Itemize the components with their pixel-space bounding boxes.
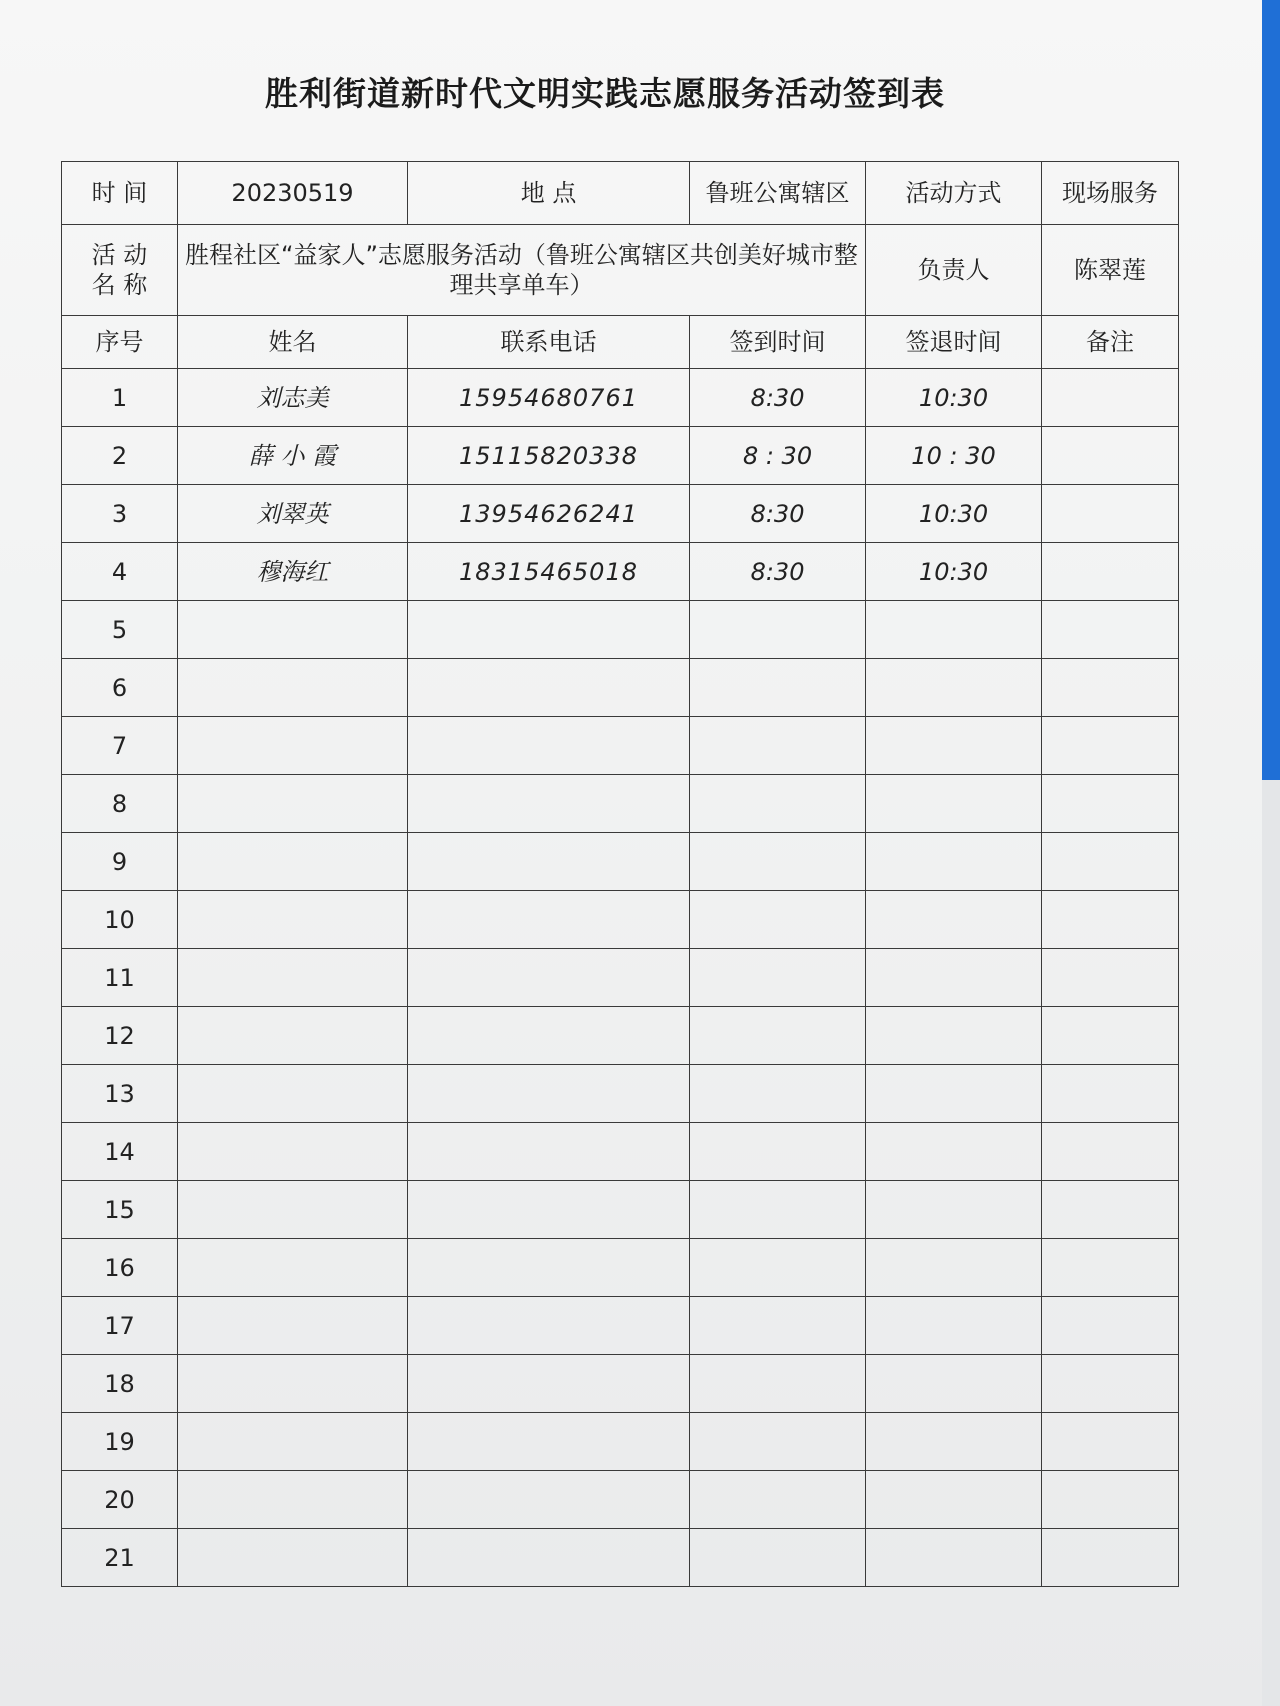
row-name — [178, 1181, 408, 1239]
row-name — [178, 1297, 408, 1355]
row-note — [1042, 659, 1179, 717]
mode-value: 现场服务 — [1042, 162, 1179, 225]
row-seq: 21 — [62, 1529, 178, 1587]
row-checkin — [690, 1355, 866, 1413]
row-name — [178, 1529, 408, 1587]
row-note — [1042, 427, 1179, 485]
row-phone — [408, 1297, 690, 1355]
table-row — [62, 949, 1179, 1007]
row-note — [1042, 1529, 1179, 1587]
table-row — [62, 543, 1179, 601]
table-row — [62, 1355, 1179, 1413]
row-checkout: 10:30 — [866, 485, 1042, 543]
row-note — [1042, 485, 1179, 543]
row-note — [1042, 1413, 1179, 1471]
row-checkin — [690, 949, 866, 1007]
row-phone — [408, 1181, 690, 1239]
table-row — [62, 717, 1179, 775]
header-row-time — [62, 162, 1179, 225]
mode-label: 活动方式 — [866, 162, 1042, 225]
row-seq: 18 — [62, 1355, 178, 1413]
row-name — [178, 949, 408, 1007]
row-name — [178, 659, 408, 717]
row-name — [178, 1413, 408, 1471]
row-name — [178, 775, 408, 833]
row-checkin — [690, 891, 866, 949]
row-phone — [408, 775, 690, 833]
row-checkout — [866, 1355, 1042, 1413]
signin-table — [61, 161, 1179, 1587]
row-note — [1042, 1471, 1179, 1529]
row-checkin: 8:30 — [690, 369, 866, 427]
row-note — [1042, 891, 1179, 949]
row-phone — [408, 1123, 690, 1181]
leader-value: 陈翠莲 — [1042, 225, 1179, 316]
row-seq: 10 — [62, 891, 178, 949]
row-note — [1042, 369, 1179, 427]
row-phone — [408, 1471, 690, 1529]
row-checkout — [866, 833, 1042, 891]
table-row — [62, 369, 1179, 427]
row-phone: 13954626241 — [408, 485, 690, 543]
row-checkin: 8:30 — [690, 543, 866, 601]
row-phone — [408, 1239, 690, 1297]
row-checkout — [866, 949, 1042, 1007]
row-phone — [408, 1007, 690, 1065]
row-seq: 5 — [62, 601, 178, 659]
row-checkout — [866, 891, 1042, 949]
row-seq: 17 — [62, 1297, 178, 1355]
row-name — [178, 833, 408, 891]
row-checkout — [866, 717, 1042, 775]
row-phone — [408, 1355, 690, 1413]
row-seq: 1 — [62, 369, 178, 427]
row-checkin — [690, 775, 866, 833]
row-seq: 2 — [62, 427, 178, 485]
row-note — [1042, 543, 1179, 601]
table-row — [62, 1529, 1179, 1587]
row-checkin — [690, 1529, 866, 1587]
row-phone — [408, 1065, 690, 1123]
row-seq: 9 — [62, 833, 178, 891]
row-seq: 16 — [62, 1239, 178, 1297]
row-name — [178, 1007, 408, 1065]
row-seq: 20 — [62, 1471, 178, 1529]
row-seq: 8 — [62, 775, 178, 833]
row-seq: 12 — [62, 1007, 178, 1065]
table-row — [62, 1007, 1179, 1065]
row-checkin — [690, 601, 866, 659]
column-header-row — [62, 316, 1179, 369]
table-row — [62, 1123, 1179, 1181]
row-name — [178, 1471, 408, 1529]
activity-label-line1: 活 动 — [91, 241, 148, 269]
row-seq: 3 — [62, 485, 178, 543]
table-row — [62, 427, 1179, 485]
row-checkout: 10:30 — [866, 369, 1042, 427]
row-checkout — [866, 601, 1042, 659]
row-phone — [408, 833, 690, 891]
row-phone: 15115820338 — [408, 427, 690, 485]
row-name: 刘翠英 — [178, 485, 408, 543]
row-checkout — [866, 1297, 1042, 1355]
row-note — [1042, 717, 1179, 775]
row-note — [1042, 775, 1179, 833]
row-note — [1042, 1239, 1179, 1297]
col-phone: 联系电话 — [408, 316, 690, 369]
row-checkin — [690, 659, 866, 717]
row-name — [178, 1355, 408, 1413]
row-name — [178, 891, 408, 949]
row-checkout — [866, 1471, 1042, 1529]
table-row — [62, 659, 1179, 717]
row-note — [1042, 1297, 1179, 1355]
row-phone: 15954680761 — [408, 369, 690, 427]
row-note — [1042, 949, 1179, 1007]
row-checkin: 8:30 — [690, 485, 866, 543]
row-name: 薛 小 霞 — [178, 427, 408, 485]
row-checkout — [866, 775, 1042, 833]
place-label: 地 点 — [408, 162, 690, 225]
col-checkin: 签到时间 — [690, 316, 866, 369]
row-checkin — [690, 1239, 866, 1297]
table-row — [62, 1471, 1179, 1529]
row-checkout — [866, 1123, 1042, 1181]
row-checkin — [690, 1007, 866, 1065]
table-row — [62, 1065, 1179, 1123]
col-seq: 序号 — [62, 316, 178, 369]
row-checkout — [866, 1413, 1042, 1471]
table-row — [62, 891, 1179, 949]
row-name — [178, 1239, 408, 1297]
row-seq: 19 — [62, 1413, 178, 1471]
table-row — [62, 1413, 1179, 1471]
row-checkout — [866, 1007, 1042, 1065]
row-name — [178, 1123, 408, 1181]
row-phone: 18315465018 — [408, 543, 690, 601]
row-checkout — [866, 1529, 1042, 1587]
table-row — [62, 1297, 1179, 1355]
row-phone — [408, 659, 690, 717]
row-note — [1042, 1007, 1179, 1065]
row-seq: 14 — [62, 1123, 178, 1181]
table-row — [62, 833, 1179, 891]
header-row-activity — [62, 225, 1179, 316]
row-note — [1042, 1181, 1179, 1239]
table-row — [62, 601, 1179, 659]
row-seq: 15 — [62, 1181, 178, 1239]
row-checkin — [690, 833, 866, 891]
row-checkout: 10 : 30 — [866, 427, 1042, 485]
activity-label — [62, 225, 178, 316]
row-checkin — [690, 1413, 866, 1471]
row-phone — [408, 949, 690, 1007]
row-seq: 11 — [62, 949, 178, 1007]
row-checkout — [866, 1239, 1042, 1297]
row-note — [1042, 1065, 1179, 1123]
leader-label: 负责人 — [866, 225, 1042, 316]
row-name — [178, 717, 408, 775]
row-note — [1042, 1355, 1179, 1413]
table-row — [62, 775, 1179, 833]
row-name — [178, 601, 408, 659]
time-value: 20230519 — [178, 162, 408, 225]
row-phone — [408, 717, 690, 775]
row-checkin — [690, 1123, 866, 1181]
row-phone — [408, 601, 690, 659]
activity-label-line2: 名 称 — [91, 271, 148, 299]
row-phone — [408, 1529, 690, 1587]
row-checkin: 8 : 30 — [690, 427, 866, 485]
row-checkin — [690, 1297, 866, 1355]
row-seq: 13 — [62, 1065, 178, 1123]
row-name — [178, 1065, 408, 1123]
row-seq: 6 — [62, 659, 178, 717]
col-note: 备注 — [1042, 316, 1179, 369]
row-name: 穆海红 — [178, 543, 408, 601]
row-checkin — [690, 1181, 866, 1239]
row-checkin — [690, 1065, 866, 1123]
col-name: 姓名 — [178, 316, 408, 369]
table-row — [62, 1181, 1179, 1239]
activity-value: 胜程社区“益家人”志愿服务活动（鲁班公寓辖区共创美好城市整理共享单车） — [178, 225, 866, 316]
row-seq: 4 — [62, 543, 178, 601]
row-note — [1042, 601, 1179, 659]
row-seq: 7 — [62, 717, 178, 775]
page-title: 胜利街道新时代文明实践志愿服务活动签到表 — [265, 74, 945, 113]
row-name: 刘志美 — [178, 369, 408, 427]
time-label: 时 间 — [62, 162, 178, 225]
row-note — [1042, 833, 1179, 891]
row-checkin — [690, 717, 866, 775]
table-row — [62, 485, 1179, 543]
row-note — [1042, 1123, 1179, 1181]
place-value: 鲁班公寓辖区 — [690, 162, 866, 225]
row-phone — [408, 1413, 690, 1471]
row-checkout — [866, 659, 1042, 717]
row-phone — [408, 891, 690, 949]
row-checkout — [866, 1181, 1042, 1239]
table-row — [62, 1239, 1179, 1297]
col-checkout: 签退时间 — [866, 316, 1042, 369]
row-checkout: 10:30 — [866, 543, 1042, 601]
row-checkout — [866, 1065, 1042, 1123]
row-checkin — [690, 1471, 866, 1529]
